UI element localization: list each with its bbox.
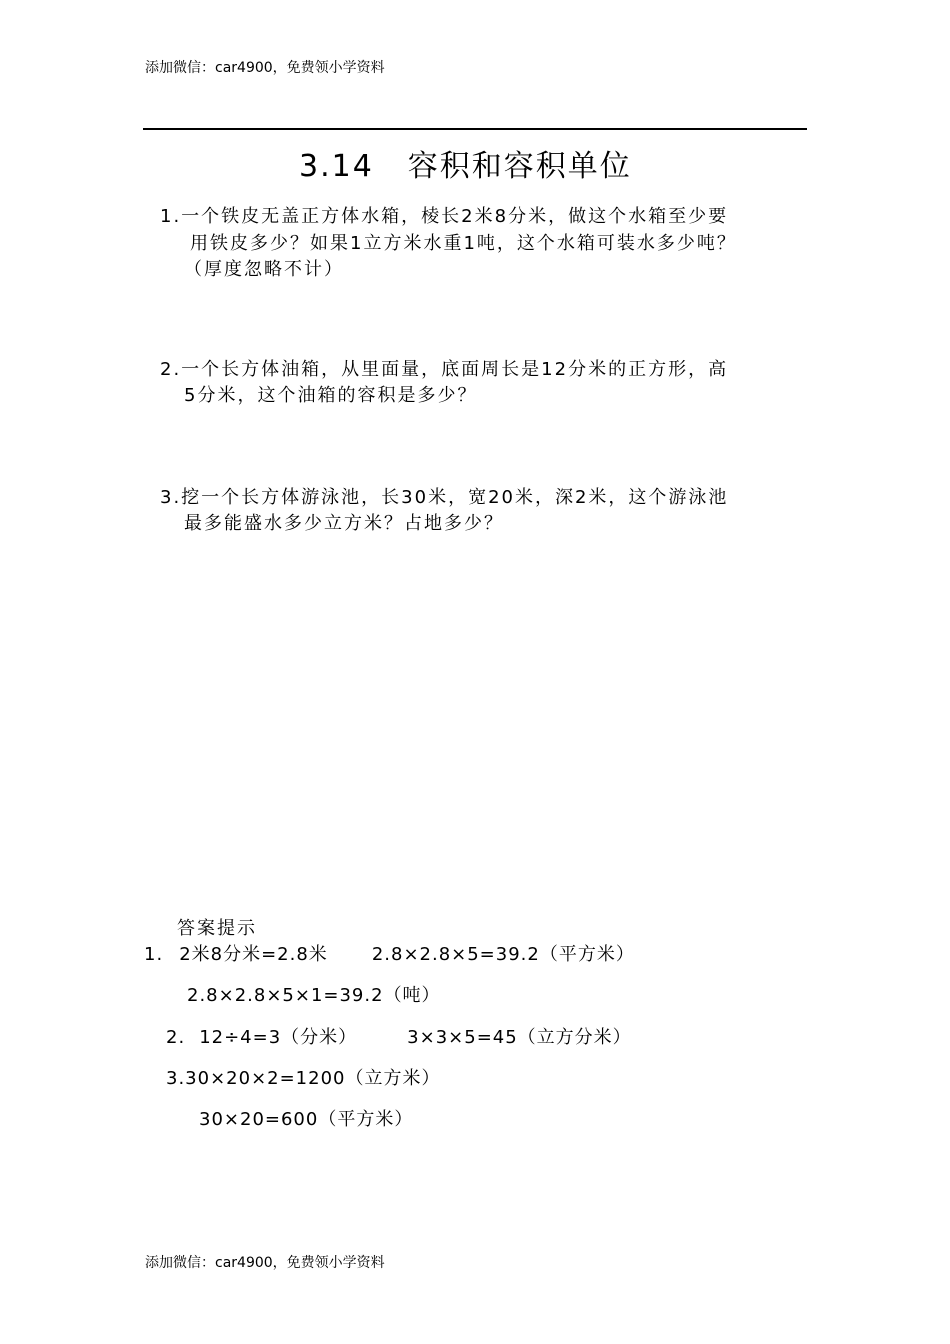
problem-2-line-2: 5分米，这个油箱的容积是多少？	[184, 385, 478, 406]
answer-2-part-2: 3×3×5=45（立方分米）	[407, 1027, 632, 1048]
answer-1-part-1: 2米8分米=2.8米	[179, 944, 328, 965]
header-note: 添加微信：car4900，免费领小学资料	[145, 60, 385, 76]
answer-2-label: 2.	[166, 1027, 186, 1048]
answer-1-part-2: 2.8×2.8×5=39.2（平方米）	[371, 944, 635, 965]
answer-3-line-1: 3.30×20×2=1200（立方米）	[166, 1068, 441, 1089]
problem-1-line-3: （厚度忽略不计）	[184, 259, 344, 280]
footer-note: 添加微信：car4900，免费领小学资料	[145, 1255, 385, 1271]
answer-2-line	[166, 1026, 632, 1050]
problem-2-line-1: 2.一个长方体油箱，从里面量，底面周长是12分米的正方形，高	[160, 359, 729, 380]
title-text: 容积和容积单位	[407, 149, 632, 184]
page-title	[299, 147, 632, 187]
answer-1-line-2: 2.8×2.8×5×1=39.2（吨）	[187, 985, 441, 1006]
problem-3-line-2: 最多能盛水多少立方米？占地多少？	[184, 513, 504, 534]
problem-1-line-1: 1.一个铁皮无盖正方体水箱，棱长2米8分米，做这个水箱至少要	[160, 206, 729, 227]
answer-1-label: 1.	[144, 944, 164, 965]
header-divider	[143, 128, 807, 130]
problem-3-line-1: 3.挖一个长方体游泳池，长30米，宽20米，深2米，这个游泳池	[160, 487, 729, 508]
answer-heading: 答案提示	[177, 918, 257, 939]
answer-3-line-2: 30×20=600（平方米）	[199, 1109, 414, 1130]
answer-1-line-1	[144, 943, 635, 967]
title-number: 3.14	[299, 149, 374, 184]
problem-1-line-2: 用铁皮多少？如果1立方米水重1吨，这个水箱可装水多少吨？	[190, 233, 737, 254]
answer-2-part-1: 12÷4=3（分米）	[199, 1027, 358, 1048]
